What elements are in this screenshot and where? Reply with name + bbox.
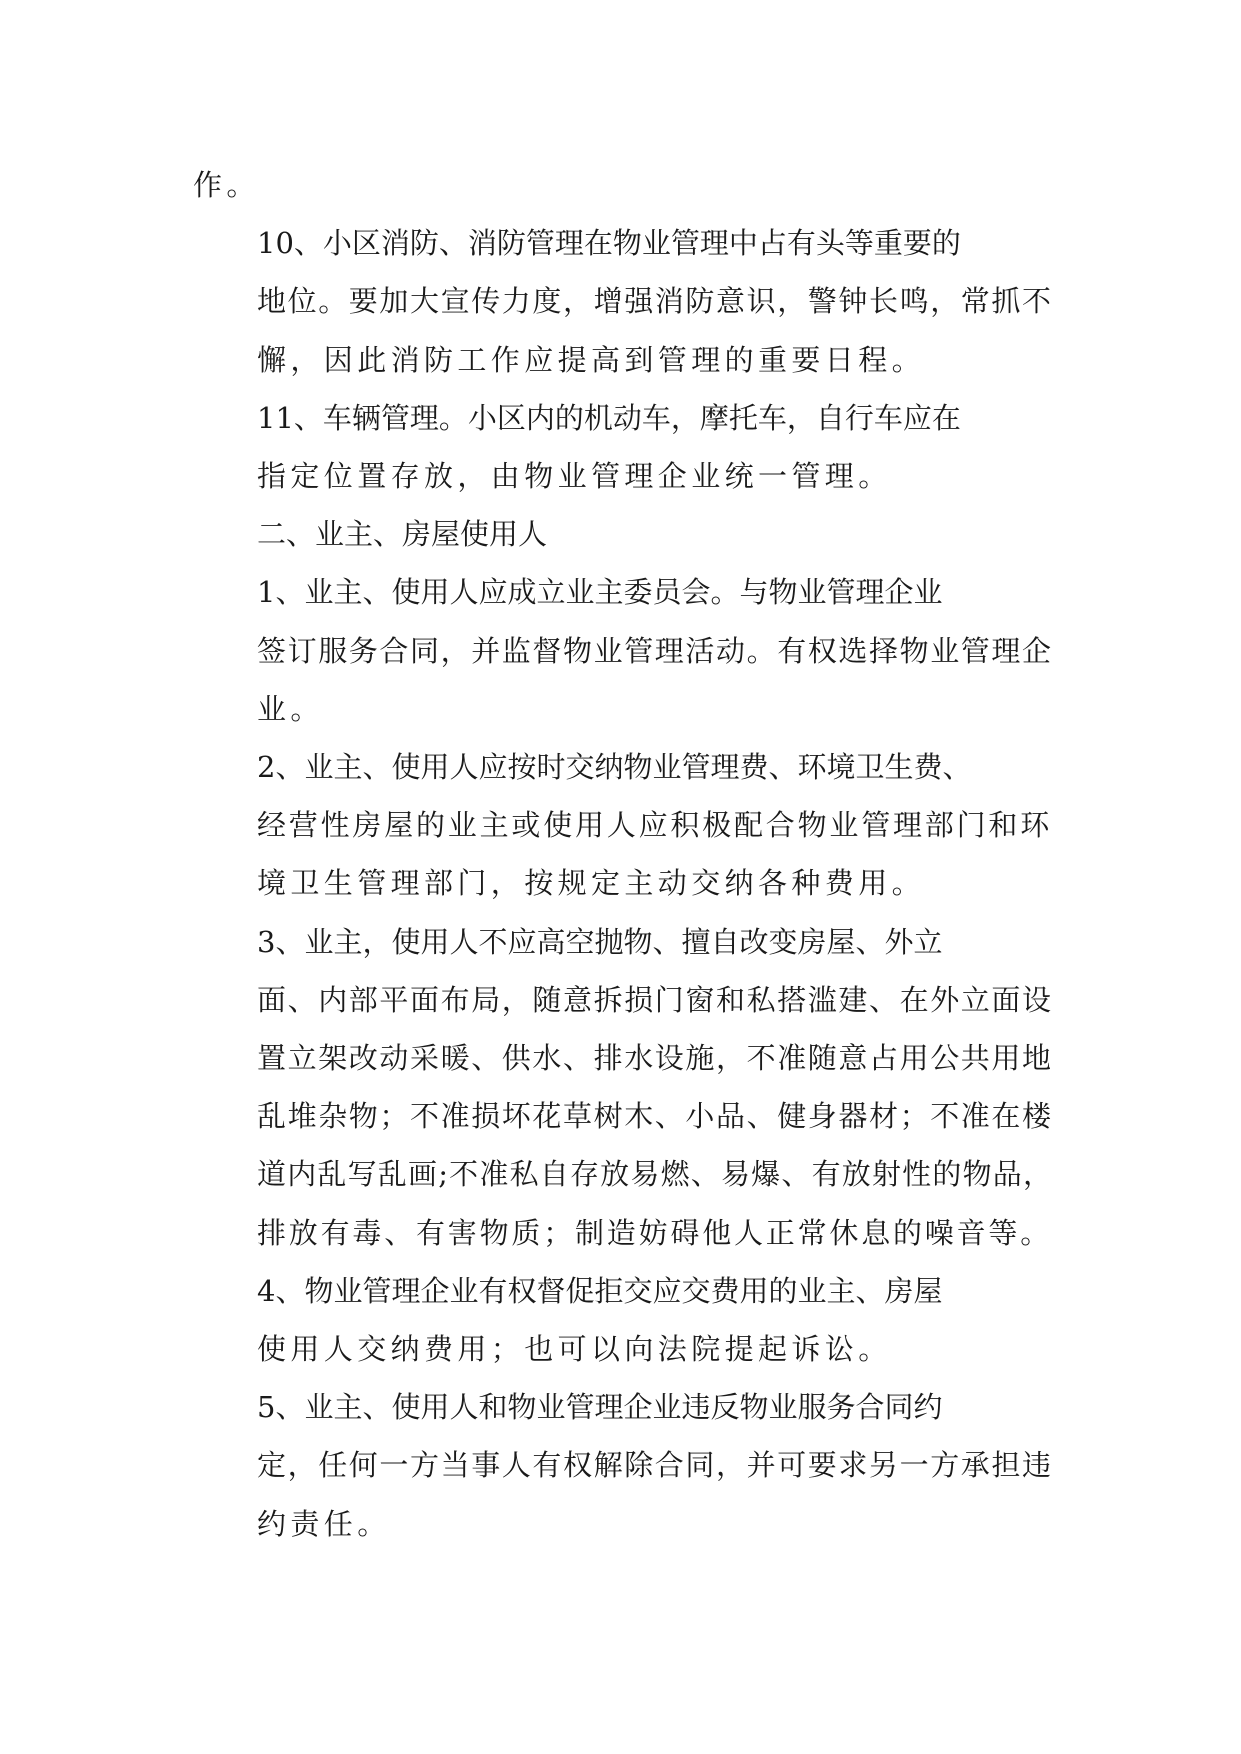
- text-line: 境卫生管理部门，按规定主动交纳各种费用。: [257, 866, 926, 901]
- text-line: 签订服务合同，并监督物业管理活动。有权选择物业管理企: [257, 633, 1053, 668]
- text-line: 地位。要加大宣传力度，增强消防意识，警钟长鸣，常抓不: [257, 284, 1053, 319]
- paragraph: [193, 563, 1055, 738]
- paragraph: [193, 214, 1055, 389]
- text-line: 业。: [257, 691, 324, 726]
- paragraph: [193, 156, 1055, 214]
- paragraph: [193, 389, 1055, 505]
- text-line: 指定位置存放，由物业管理企业统一管理。: [257, 459, 892, 494]
- document-body: [193, 156, 1055, 1553]
- paragraph: [193, 505, 1055, 563]
- text-line: 11、车辆管理。小区内的机动车，摩托车，自行车应在: [257, 400, 961, 435]
- text-line: 使用人交纳费用；也可以向法院提起诉讼。: [257, 1332, 892, 1367]
- text-line: 作。: [193, 168, 260, 202]
- text-line: 乱堆杂物；不准损坏花草树木、小品、健身器材；不准在楼: [257, 1099, 1053, 1134]
- text-line: 懈，因此消防工作应提高到管理的重要日程。: [257, 342, 926, 377]
- text-line: 1、业主、使用人应成立业主委员会。与物业管理企业: [257, 575, 943, 610]
- text-line: 经营性房屋的业主或使用人应积极配合物业管理部门和环: [257, 808, 1053, 843]
- text-line: 3、业主，使用人不应高空抛物、擅自改变房屋、外立: [257, 924, 943, 959]
- text-line: 约责任。: [257, 1506, 391, 1541]
- text-line: 置立架改动采暖、供水、排水设施，不准随意占用公共用地: [257, 1041, 1053, 1076]
- text-line: 2、业主、使用人应按时交纳物业管理费、环境卫生费、: [257, 750, 972, 785]
- text-line: 10、小区消防、消防管理在物业管理中占有头等重要的: [257, 226, 961, 261]
- paragraph: [193, 1378, 1055, 1553]
- text-line: 二、业主、房屋使用人: [257, 517, 548, 552]
- text-line: 4、物业管理企业有权督促拒交应交费用的业主、房屋: [257, 1273, 943, 1308]
- text-line: 5、业主、使用人和物业管理企业违反物业服务合同约: [257, 1390, 943, 1425]
- text-line: 排放有毒、有害物质；制造妨碍他人正常休息的噪音等。: [257, 1215, 1053, 1250]
- text-line: 道内乱写乱画;不准私自存放易燃、易爆、有放射性的物品，: [257, 1157, 1054, 1192]
- paragraph: [193, 913, 1055, 1262]
- paragraph: [193, 738, 1055, 913]
- text-line: 面、内部平面布局，随意拆损门窗和私搭滥建、在外立面设: [257, 982, 1053, 1017]
- text-line: 定，任何一方当事人有权解除合同，并可要求另一方承担违: [257, 1448, 1053, 1483]
- paragraph: [193, 1262, 1055, 1378]
